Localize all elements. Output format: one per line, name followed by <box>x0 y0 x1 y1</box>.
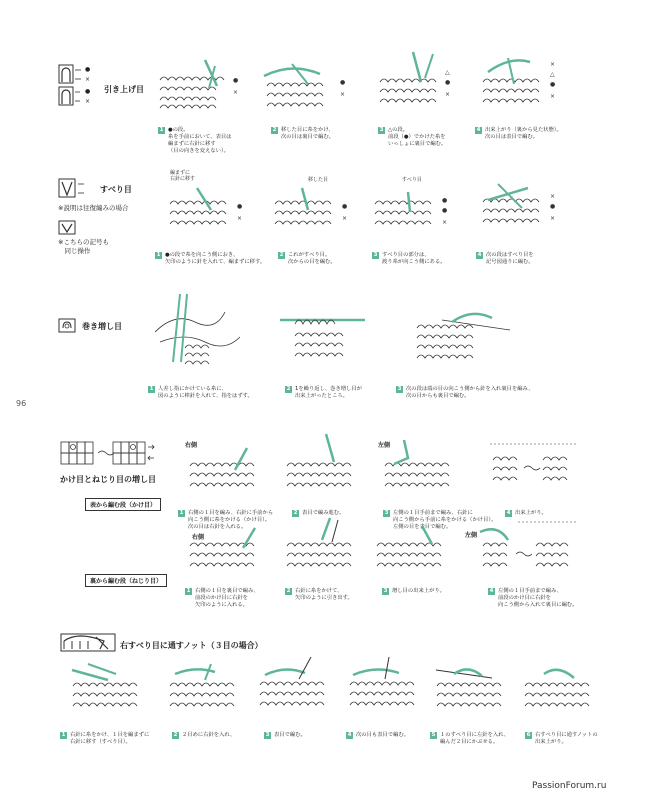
pull-up-step1-illustration <box>155 60 250 112</box>
yarn-over-stepA2-illustration <box>282 432 367 492</box>
step-text: 左側の１目手前まで編み、 前段のかけ目に右針を 向こう側から入れて裏目に編む。 <box>498 588 578 608</box>
svg-text:×: × <box>445 91 451 98</box>
twisted-stepB1-caption <box>185 574 259 616</box>
loop-cast-on-step3-caption <box>396 372 533 407</box>
loop-cast-on-step1-caption <box>148 372 253 407</box>
yarn-over-twisted-increase-chart <box>60 441 170 467</box>
knot-step1-caption <box>60 718 149 753</box>
knot-step1-illustration <box>68 660 148 710</box>
step-text: 表目で編み進む。 <box>302 510 345 516</box>
legend-dot: ● <box>85 66 91 73</box>
knot-step6-illustration <box>520 660 600 710</box>
knot-step3-illustration <box>255 655 335 710</box>
step-number: 6 <box>526 732 531 738</box>
svg-text:●: ● <box>550 81 556 88</box>
step-text: 次の目も表目で編む。 <box>356 732 409 738</box>
step-text: ●の段で糸を向こう側におき、 矢印のように針を入れて、編まずに移す。 <box>165 252 266 265</box>
knot-step6-caption <box>525 718 598 753</box>
svg-text:●: ● <box>340 79 346 86</box>
step-number: 4 <box>489 588 494 594</box>
step-text: ●の段。 糸を手前において、表目は 編まずに右針に移す （目の向きを変えない）。 <box>168 127 232 154</box>
step-text: 右すべり目に通すノットの 出来上がり。 <box>535 732 598 745</box>
step-number: 1 <box>159 127 164 133</box>
loop-cast-on-step1-illustration <box>145 292 250 374</box>
legend-x-2: × <box>85 98 91 105</box>
step-number: 1 <box>156 252 161 258</box>
step-number: 2 <box>286 588 291 594</box>
svg-text:×: × <box>233 89 239 96</box>
svg-text:●: ● <box>233 77 239 84</box>
step-number: 4 <box>477 252 482 258</box>
loop-cast-on-symbol <box>58 318 78 334</box>
slip-note-back-and-forth: ※説明は往復編みの場合 <box>58 204 129 212</box>
svg-text:×: × <box>237 215 243 222</box>
section-title-yarn-over-increase: かけ目とねじり目の増し目 <box>60 475 156 484</box>
svg-text:×: × <box>550 61 556 68</box>
section-title-loop-cast-on: 巻き増し目 <box>82 322 122 331</box>
pull-up-step2-illustration <box>262 60 357 112</box>
step-number: 3 <box>373 252 378 258</box>
section-title-slip: すべり目 <box>100 185 132 194</box>
step-number: 3 <box>383 588 388 594</box>
slip-step1-caption <box>155 238 265 273</box>
pull-up-step4-illustration <box>478 50 573 112</box>
page-number: 96 <box>16 399 27 408</box>
loop-cast-on-step2-illustration <box>275 310 370 368</box>
twisted-stepB4-caption <box>488 574 577 616</box>
svg-text:●: ● <box>442 197 448 204</box>
step-number: 4 <box>476 127 481 133</box>
slip-step3-illustration <box>370 182 460 230</box>
step-number: 2 <box>173 732 178 738</box>
step-number: 3 <box>384 510 389 516</box>
slip-label-moved: 移した目 <box>308 177 329 183</box>
step-text: すべり目の部分は、 渡り糸が向こう側にある。 <box>382 252 446 265</box>
step-number: 3 <box>265 732 270 738</box>
section-title-knot: 右すべり目に通すノット（３目の場合） <box>120 641 263 650</box>
twisted-stepB2-caption <box>285 574 353 609</box>
twisted-stepB3-illustration <box>372 518 462 572</box>
step-text: 増し目の出来上がり。 <box>392 588 445 594</box>
step-text: 右側の１目を裏目で編み、 前段のかけ目に右針を 矢印のように入れる。 <box>195 588 259 608</box>
pull-up-step3-illustration <box>375 52 470 112</box>
svg-text:△: △ <box>445 69 450 76</box>
pull-up-stitch-symbol <box>58 64 98 108</box>
knot-step5-illustration <box>432 658 512 710</box>
twisted-stepB4-illustration <box>478 518 578 572</box>
knot-step2-illustration <box>165 658 245 710</box>
yarn-over-stepA4-illustration <box>488 440 578 492</box>
svg-text:●: ● <box>550 203 556 210</box>
step-text: 左側の１目手前まで編み、右針に 向こう側から手前に糸をかける（かけ目）。 左側の目を表目で編む。 <box>393 510 497 530</box>
slip-label-slip: すべり目 <box>402 177 422 183</box>
svg-text:×: × <box>340 91 346 98</box>
yarn-over-stepA3-illustration <box>380 438 470 492</box>
step-number: 2 <box>279 252 284 258</box>
twisted-stepB2-illustration <box>282 516 367 572</box>
twisted-stepB3-caption <box>382 574 445 602</box>
slip-stitch-alt-symbol <box>58 220 78 236</box>
loop-cast-on-step2-caption <box>285 372 362 407</box>
legend-x: × <box>85 76 91 83</box>
step-text: これがすべり目。 次からの目を編む。 <box>288 252 336 265</box>
slip-note-same-operation: ※こちらの記号も 同じ操作 <box>58 238 109 255</box>
knot-step5-caption <box>430 718 509 753</box>
knot-step2-caption <box>172 718 235 746</box>
step-text: ２目めに右針を入れ、 <box>182 732 236 738</box>
slip-step1-illustration <box>165 180 255 230</box>
step-number: 4 <box>347 732 352 738</box>
pull-up-step3-caption <box>378 113 446 155</box>
label-right-side-a: 右側 <box>185 442 198 449</box>
step-text: 表目で編む。 <box>274 732 306 738</box>
step-text: 次の段はすべり目を 記号図通りに編む。 <box>486 252 534 265</box>
step-number: 2 <box>293 510 298 516</box>
knot-step3-caption <box>264 718 306 746</box>
slip-step2-caption <box>278 238 336 273</box>
loop-cast-on-step3-illustration <box>412 300 512 368</box>
yarn-over-stepA1-illustration <box>185 448 270 492</box>
pull-up-step1-caption <box>158 113 231 162</box>
slip-step3-caption <box>372 238 446 273</box>
legend-dot-2: ● <box>85 88 91 95</box>
step-number: 4 <box>506 510 511 516</box>
step-text: 右針に糸をかけ、１目を編まずに 右針に移す（すべり目）。 <box>70 732 150 745</box>
label-box-yarn-over-row: 表から編む段（かけ目） <box>85 498 161 511</box>
svg-text:△: △ <box>550 71 555 78</box>
step-text: 次の段は端の目の向こう側から針を入れ裏目を編み、 次の目からも裏目で編む。 <box>406 386 534 399</box>
knot-step4-caption <box>346 718 409 746</box>
label-left-side-b: 左側 <box>465 532 478 539</box>
slip-stitch-symbol <box>58 178 98 200</box>
twisted-stepB1-illustration <box>185 528 270 572</box>
svg-text:×: × <box>550 215 556 222</box>
svg-text:●: ● <box>445 79 451 86</box>
slip-step4-caption <box>476 238 534 273</box>
svg-text:×: × <box>550 193 556 200</box>
step-text: 右針に糸をかけて、 矢印のように引き出す。 <box>295 588 353 601</box>
knot-symbol <box>60 633 116 653</box>
knot-step4-illustration <box>345 655 425 710</box>
step-number: 1 <box>186 588 191 594</box>
step-number: 2 <box>286 386 291 392</box>
section-title-pull-up: 引き上げ目 <box>104 85 144 94</box>
step-number: 2 <box>272 127 277 133</box>
step-text: 移した目に糸をかけ、 次の目は裏目で編む。 <box>281 127 334 140</box>
step-number: 1 <box>179 510 184 516</box>
label-left-side-a: 左側 <box>378 442 391 449</box>
slip-step2-illustration <box>270 182 360 230</box>
pull-up-step2-caption <box>271 113 334 148</box>
svg-text:×: × <box>342 215 348 222</box>
step-text: 右側の１目を編み、右針に手前から 向こう側に糸をかける（かけ目）。 次の目は右針を入れる。 <box>188 510 274 530</box>
pull-up-step4-caption <box>475 113 562 148</box>
step-number: 1 <box>61 732 66 738</box>
slip-label-skip: 編まずに 右針に移す <box>170 170 196 182</box>
svg-text:×: × <box>442 219 448 226</box>
svg-text:●: ● <box>442 207 448 214</box>
step-number: 1 <box>149 386 154 392</box>
step-text: 1を繰り返し、巻き増し目が 出来上がったところ。 <box>295 386 362 399</box>
svg-text:●: ● <box>342 203 348 210</box>
step-text: △の段。 前段（●）でかけた糸を いっしょに裏目で編む。 <box>388 127 447 147</box>
step-number: 3 <box>379 127 384 133</box>
svg-text:●: ● <box>237 203 243 210</box>
footer-watermark: PassionForum.ru <box>532 781 607 791</box>
step-text: 出来上がり（裏から見た状態）。 次の目は表目で編む。 <box>485 127 562 140</box>
step-number: 3 <box>397 386 402 392</box>
step-number: 5 <box>431 732 436 738</box>
svg-text:×: × <box>550 93 556 100</box>
label-box-twisted-row: 裏から編む段（ねじり目） <box>85 574 167 587</box>
step-text: 人差し指にかけている糸に、 図のように棒針を入れて、指をはずす。 <box>158 386 253 399</box>
step-text: 出来上がり。 <box>515 510 547 516</box>
label-right-side-b: 右側 <box>192 534 205 541</box>
step-text: １のすべり目に左針を入れ、 編んだ２目にかぶせる。 <box>440 732 510 745</box>
slip-step4-illustration <box>478 180 568 230</box>
